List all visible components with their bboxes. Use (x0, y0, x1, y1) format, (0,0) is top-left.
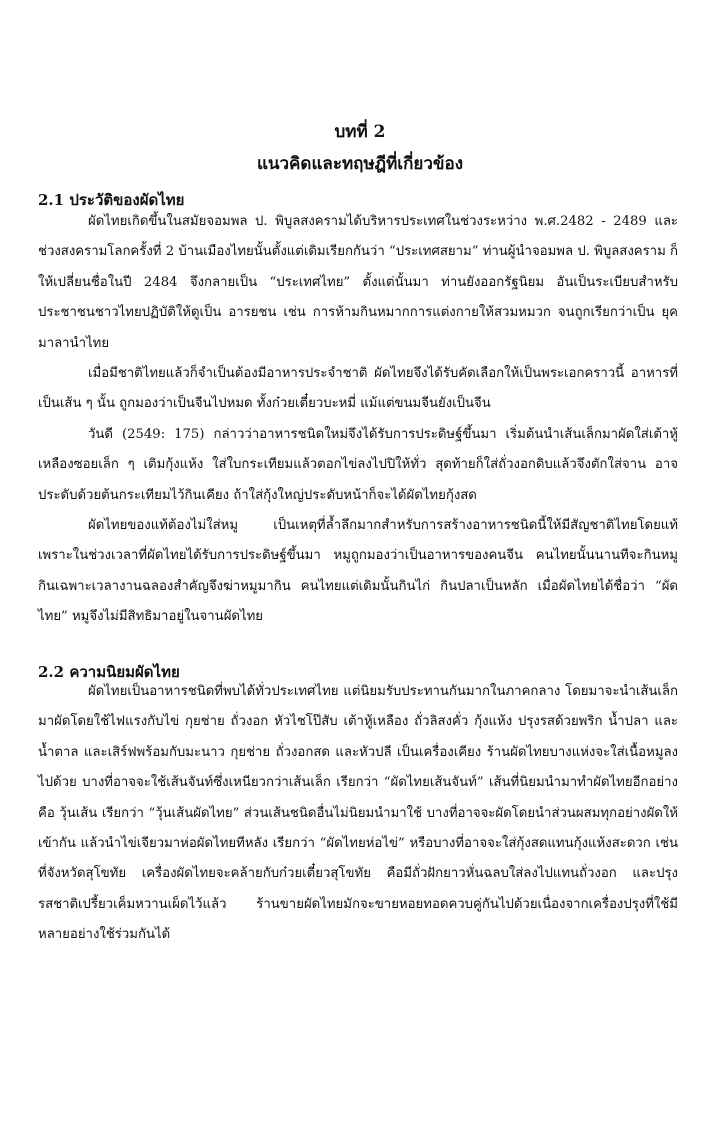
section-body-popularity (38, 677, 678, 951)
paragraph: เมื่อมีชาติไทยแล้วก็จำเป็นต้องมีอาหารประจำชาติ ผัดไทยจึงได้รับคัดเลือกให้เป็นพระเอกคราวนี้ อาหารที่เป็นเส้น ๆ นั้น ถูกมองว่าเป็นจีนไปหมด ทั้งก๋วยเตี๋ยวบะหมี่ แม้แต่ขนมจีนยังเป็นจีน (38, 366, 678, 412)
paragraph: ผัดไทยเป็นอาหารชนิดที่พบได้ทั่วประเทศไทย แต่นิยมรับประทานกันมากในภาคกลาง โดยมาจะนำเส้นเล็กมาผัดโดยใช้ไฟแรงกับไข่ กุยช่าย ถั่วงอก หัวไชโป๊สับ เต้าหู้เหลือง ถั่วลิสงคั่ว กุ้งแห้ง ปรุงรสด้วยพริก น้ำปลา และน้ำตาล และเสิร์ฟพร้อมกับมะนาว กุยช่าย ถั่วงอกสด และหัวปลี เป็นเครื่องเคียง ร้านผัดไทยบางแห่งจะใส่เนื้อหมูลงไปด้วย บางที่อาจจะใช้เส้นจันท์ซึ่งเหนียวกว่าเส้นเล็ก เรียกว่า “ผัดไทยเส้นจันท์” เส้นที่นิยมนำมาทำผัดไทยอีกอย่างคือ วุ้นเส้น เรียกว่า “วุ้นเส้นผัดไทย” ส่วนเส้นชนิดอื่นไม่นิยมนำมาใช้ บางที่อาจจะผัดโดยนำส่วนผสมทุกอย่างผัดให้เข้ากัน แล้วนำไข่เจียวมาห่อผัดไทยทีหลัง เรียกว่า “ผัดไทยห่อไข่” หรือบางที่อาจจะใส่กุ้งสดแทนกุ้งแห้งสะดวก เช่นที่จังหวัดสุโขทัย เครื่องผัดไทยจะคล้ายกับก๋วยเตี๋ยวสุโขทัย คือมีถั่วฝักยาวหั่นฉลบใส่ลงไปแทนถั่วงอก และปรุงรสชาติเปรี้ยวเค็มหวานเผ็ดไว้แล้ว ร้านขายผัดไทยมักจะขายหอยทอดควบคู่กันไปด้วยเนื่องจากเครื่องปรุงที่ใช้มีหลายอย่างใช้ร่วมกันได้ (38, 684, 678, 943)
section-body-history (38, 207, 678, 633)
paragraph: ผัดไทยของแท้ต้องไม่ใส่หมู เป็นเหตุที่ล้ำลึกมากสำหรับการสร้างอาหารชนิดนี้ให้มีสัญชาติไทยโดยแท้ เพราะในช่วงเวลาที่ผัดไทยได้รับการประดิษฐ์ขึ้นมา หมูถูกมองว่าเป็นอาหารของคนจีน คนไทยนั้นนานทีจะกินหมู กินเฉพาะเวลางานฉลองสำคัญจึงฆ่าหมูมากิน คนไทยแต่เดิมนั้นกินไก่ กินปลาเป็นหลัก เมื่อผัดไทยได้ชื่อว่า “ผัดไทย” หมูจึงไม่มีสิทธิมาอยู่ในจานผัดไทย (38, 518, 678, 625)
paragraph: ผัดไทยเกิดขึ้นในสมัยจอมพล ป. พิบูลสงครามได้บริหารประเทศในช่วงระหว่าง พ.ศ.2482 - 2489 และช่วงสงครามโลกครั้งที่ 2 บ้านเมืองไทยนั้นตั้งแต่เดิมเรียกกันว่า “ประเทศสยาม” ท่านผู้นำจอมพล ป. พิบูลสงคราม ก็ให้เปลี่ยนชื่อในปี 2484 จึงกลายเป็น “ประเทศไทย” ตั้งแต่นั้นมา ท่านยังออกรัฐนิยม อันเป็นระเบียบสำหรับประชาชนชาวไทยปฏิบัติให้ดูเป็น อารยชน เช่น การห้ามกินหมากการแต่งกายให้สวมหมวก จนถูกเรียกว่าเป็น ยุคมาลานำไทย (38, 214, 678, 351)
section-heading-popularity: 2.2 ความนิยมผัดไทย (38, 663, 180, 681)
chapter-number: บทที่ 2 (334, 122, 386, 142)
chapter-title: แนวคิดและทฤษฎีที่เกี่ยวข้อง (256, 154, 464, 174)
section-heading-history: 2.1 ประวัติของผัดไทย (38, 191, 185, 209)
paragraph: วันดี (2549: 175) กล่าวว่าอาหารชนิดใหม่จึงได้รับการประดิษฐ์ขึ้นมา เริ่มต้นนำเส้นเล็กมาผัดใส่เต้าหู้เหลืองซอยเล็ก ๆ เติมกุ้งแห้ง ใส่ใบกระเทียมแล้วตอกไข่ลงไปปิให้ทั่ว สุดท้ายก็ใส่ถั่วงอกดิบแล้วจึงตักใส่จาน อาจประดับด้วยต้นกระเทียมไว้กินเคียง ถ้าใส่กุ้งใหญ่ประดับหน้าก็จะได้ผัดไทยกุ้งสด (38, 426, 678, 503)
